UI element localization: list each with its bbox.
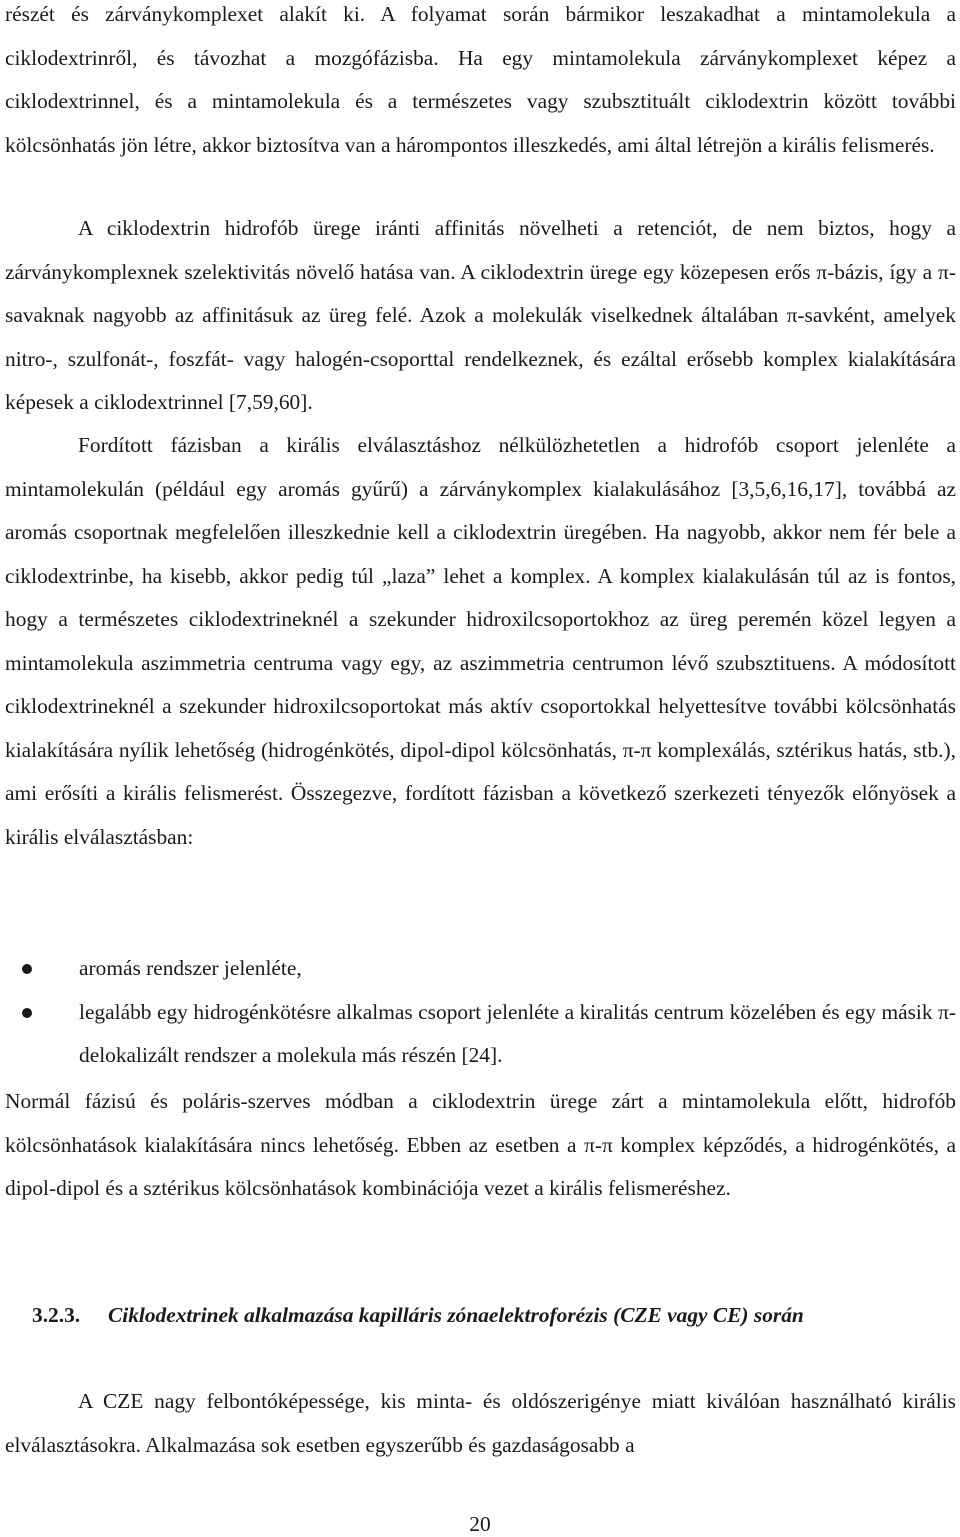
paragraph-5: A CZE nagy felbontóképessége, kis minta- és oldószerigénye miatt kiválóan használható királis elválasztásokra. Alkalmazása sok esetben egyszerűbb és gazdaságosabb a bbox=[5, 1389, 956, 1457]
section-heading bbox=[32, 1300, 804, 1330]
list-item-text: aromás rendszer jelenléte, bbox=[79, 956, 302, 980]
section-title: Ciklodextrinek alkalmazása kapilláris zónaelektroforézis (CZE vagy CE) során bbox=[108, 1303, 804, 1327]
list-item bbox=[5, 947, 956, 991]
bullet-icon bbox=[22, 964, 32, 974]
list-item-text: legalább egy hidrogénkötésre alkalmas csoport jelenléte a kiralitás centrum közelében és egy másik π-delokalizált rendszer a molekula más részén [24]. bbox=[79, 999, 956, 1067]
page-number: 20 bbox=[469, 1512, 491, 1536]
list-item bbox=[5, 991, 956, 1078]
paragraph-2: A ciklodextrin hidrofób ürege iránti affinitás növelheti a retenciót, de nem biztos, hogy a zárványkomplexnek szelektivitás növelő hatása van. A ciklodextrin ürege egy közepesen erős π-bázis, így a π-savaknak nagyobb az affinitásuk az üreg felé. Azok a molekulák viselkednek általában π-savként, amelyek nitro-, szulfonát-, foszfát- vagy halogén-csoporttal rendelkeznek, és ezáltal erősebb komplex kialakítására képesek a ciklodextrinnel [7,59,60]. bbox=[5, 216, 956, 414]
paragraph-3: Fordított fázisban a királis elválasztáshoz nélkülözhetetlen a hidrofób csoport jelenléte a mintamolekulán (például egy aromás gyűrű) a zárványkomplex kialakulásához [3,5,6,16,17], továbbá az aromás csoportnak megfelelően illeszkednie kell a ciklodextrin üregében. Ha nagyobb, akkor nem fér bele a ciklodextrinbe, ha kisebb, akkor pedig túl „laza” lehet a komplex. A komplex kialakulásán túl az is fontos, hogy a természetes ciklodextrineknél a szekunder hidroxilcsoportokhoz az üreg peremén közel legyen a mintamolekula aszimmetria centruma vagy egy, az aszimmetria centrumon lévő szubsztituens. A módosított ciklodextrineknél a szekunder hidroxilcsoportokat más aktív csoportokkal helyettesítve további kölcsönhatás kialakítására nyílik lehetőség (hidrogénkötés, dipol-dipol kölcsönhatás, π-π komplexálás, sztérikus hatás, stb.), ami erősíti a királis felismerést. Összegezve, fordított fázisban a következő szerkezeti tényezők előnyösek a királis elválasztásban: bbox=[5, 433, 956, 849]
section-number: 3.2.3. bbox=[32, 1303, 81, 1327]
feature-list bbox=[5, 947, 956, 1078]
paragraph-1: részét és zárványkomplexet alakít ki. A folyamat során bármikor leszakadhat a mintamolekula a ciklodextrinről, és távozhat a mozgófázisba. Ha egy mintamolekula zárványkomplexet képez a ciklodextrinnel, és a mintamolekula és a természetes vagy szubsztituált ciklodextrin között további kölcsönhatás jön létre, akkor biztosítva van a hárompontos illeszkedés, ami által létrejön a királis felismerés. bbox=[5, 2, 956, 157]
paragraph-4: Normál fázisú és poláris-szerves módban a ciklodextrin ürege zárt a mintamolekula előtt, hidrofób kölcsönhatások kialakítására nincs lehetőség. Ebben az esetben a π-π komplex képződés, a hidrogénkötés, a dipol-dipol és a sztérikus kölcsönhatások kombinációja vezet a királis felismeréshez. bbox=[5, 1089, 956, 1200]
bullet-icon bbox=[22, 1008, 32, 1018]
